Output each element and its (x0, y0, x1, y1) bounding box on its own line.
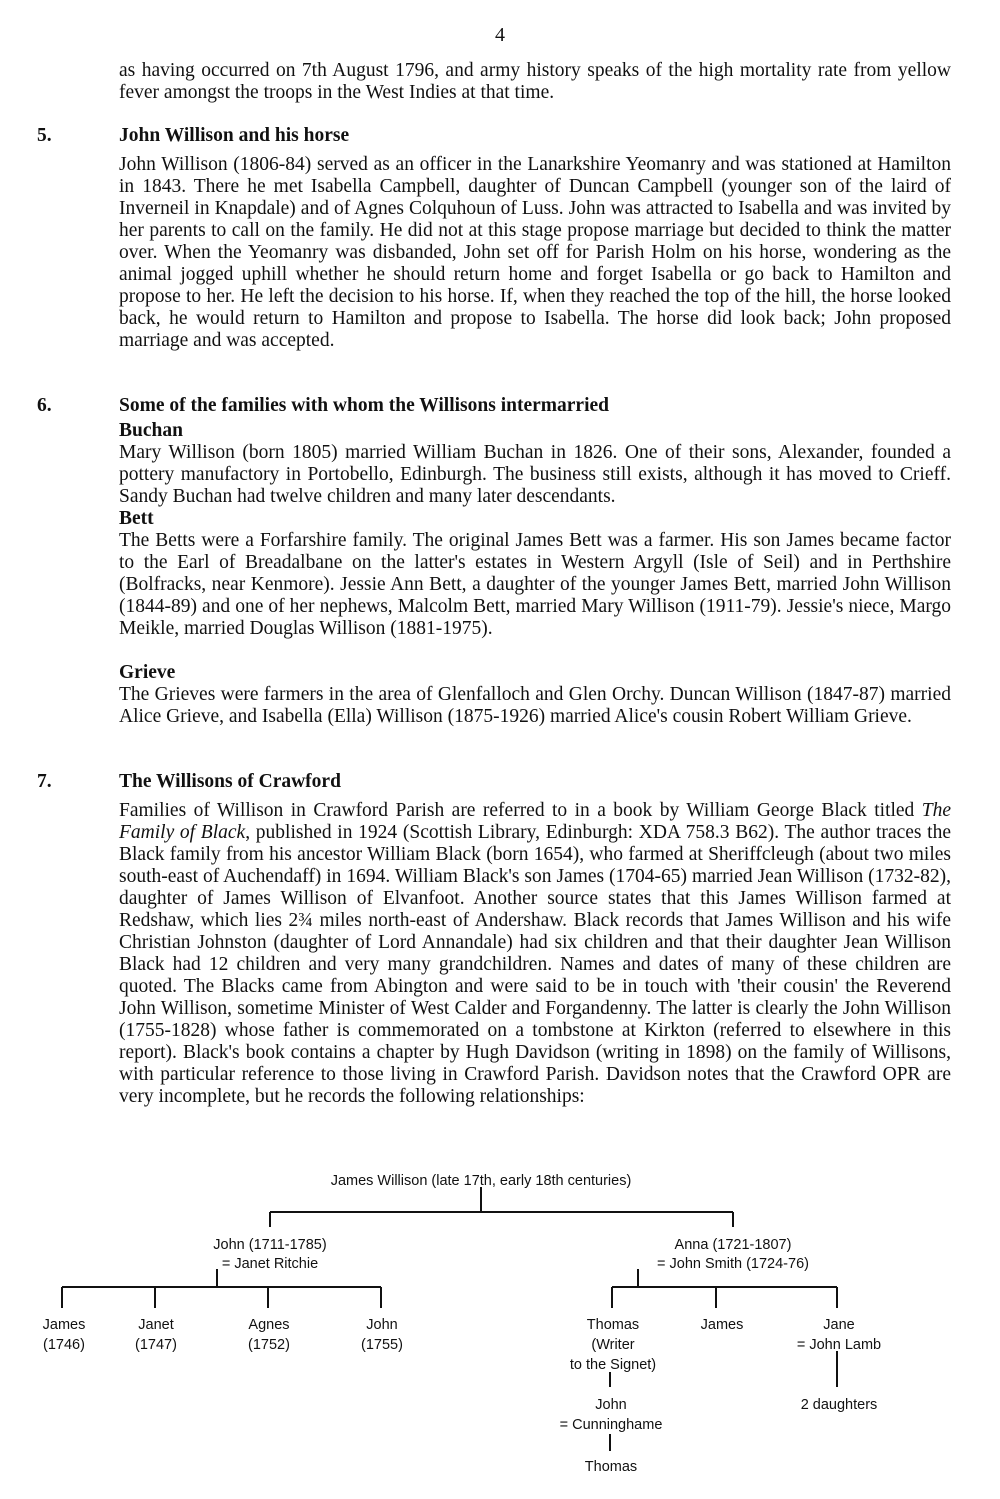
section-5-heading: John Willison and his horse (119, 125, 350, 146)
tree-child-agnes (248, 1315, 290, 1355)
tree-john-name: John (595, 1397, 627, 1413)
tree-child-name: Janet (138, 1317, 174, 1333)
tree-child-year: (1747) (135, 1337, 177, 1353)
tree-child-john (361, 1315, 403, 1355)
section-7-number: 7. (37, 771, 52, 792)
section-7-body (119, 800, 951, 1108)
buchan-subheading: Buchan (119, 420, 183, 441)
tree-anna-spouse: = John Smith (1724-76) (657, 1256, 809, 1272)
grieve-paragraph: The Grieves were farmers in the area of Glenfalloch and Glen Orchy. Duncan Willison (1847-87) married Alice Grieve, and Isabella (Ella) Willison (1875-1926) married Alice's cousin Robert William Grieve. (119, 684, 951, 727)
tree-john-spouse-cunninghame: = Cunninghame (559, 1417, 663, 1433)
tree-jane (797, 1315, 881, 1355)
section-6-number: 6. (37, 395, 52, 416)
tree-john-spouse: = Janet Ritchie (221, 1256, 319, 1272)
section-7-heading: The Willisons of Crawford (119, 771, 341, 792)
section-5-number: 5. (37, 125, 52, 146)
tree-child-year: (1746) (43, 1337, 85, 1353)
tree-child-james (43, 1315, 86, 1355)
book-title: The Family of Black (119, 800, 951, 843)
grieve-subheading: Grieve (119, 662, 176, 683)
section-5-body: John Willison (1806-84) served as an officer in the Lanarkshire Yeomanry and was stationed at Hamilton in 1843. There he met Isabella Campbell, daughter of Duncan Campbell (younger son of the laird of Inverneil in Knapdale) and of Agnes Colquhoun of Luss. John was attracted to Isabella and was invited by her parents to call on the family. He did not at this stage propose marriage but decided to think the matter over. When the Yeomanry was disbanded, John set off for Parish Holm on his horse, wondering as the animal jogged uphill whether he should return home and forget Isabella or go back to Hamilton and propose to her. He left the decision to his horse. If, when they reached the top of the hill, the horse looked back, he would return to Hamilton and propose to Isabella. The horse did look back; John proposed marriage and was accepted. (119, 154, 951, 351)
tree-jane-spouse: = John Lamb (796, 1337, 882, 1353)
tree-jane-name: Jane (823, 1317, 855, 1333)
tree-john-1711: John (1711-1785) (213, 1237, 327, 1253)
intro-paragraph: as having occurred on 7th August 1796, and army history speaks of the high mortality rate from yellow fever amongst the troops in the West Indies at that time. (119, 60, 951, 103)
tree-james-smith: James (700, 1317, 744, 1333)
tree-child-name: John (366, 1317, 398, 1333)
tree-john-cunninghame (560, 1395, 663, 1435)
tree-child-name: Agnes (248, 1317, 290, 1333)
section-7-body-part-2: , published in 1924 (Scottish Library, Edinburgh: XDA 758.3 B62). The author traces the Black family from his ancestor William Black (born 1654), who farmed at Sheriffcleugh (about two miles south-east of Auchendaff) in 1694. William Black's son James (1704-65) married Jean Willison (1732-82), daughter of James Willison of Elvanfoot. Another source states that this James Willison farmed at Redshaw, which lies 2¾ miles north-east of Andershaw. Black records that James Willison and his wife Christian Johnston (daughter of Lord Annandale) had six children and that their daughter Jean Willison Black had 12 children and very many grandchildren. Names and dates of many of these children are quoted. The Blacks came from Abington and were said to be in touch with 'their cousin' the Reverend John Willison, sometime Minister of West Calder and Forgandenny. The latter is clearly the John Willison (1755-1828) whose father is commemorated on a tombstone at Kirkton (referred to elsewhere in this report). Black's book contains a chapter by Hugh Davidson (writing in 1898) on the family of Willisons, with particular reference to those living in Crawford Parish. Davidson notes that the Crawford OPR are very incomplete, but he records the following relationships: (119, 822, 951, 1107)
section-7-body-part-1: Families of Willison in Crawford Parish are referred to in a book by William George Black titled (119, 800, 922, 821)
tree-thomas-name: Thomas (586, 1317, 640, 1333)
buchan-paragraph: Mary Willison (born 1805) married William Buchan in 1826. One of their sons, Alexander, founded a pottery manufactory in Portobello, Edinburgh. The business still exists, although it has moved to Crieff. Sandy Buchan had twelve children and many later descendants. (119, 442, 951, 507)
tree-child-year: (1752) (248, 1337, 290, 1353)
tree-anna-1721: Anna (1721-1807) (674, 1237, 792, 1253)
bett-subheading: Bett (119, 508, 154, 529)
section-6-heading: Some of the families with whom the Willisons intermarried (119, 395, 609, 416)
tree-child-year: (1755) (361, 1337, 403, 1353)
tree-thomas-occupation-2: to the Signet) (569, 1357, 657, 1373)
tree-thomas (570, 1315, 656, 1375)
tree-root: James Willison (late 17th, early 18th centuries) (330, 1173, 632, 1189)
family-tree (0, 1165, 1000, 1495)
tree-child-name: James (42, 1317, 86, 1333)
page-number: 4 (495, 24, 505, 46)
tree-two-daughters: 2 daughters (800, 1397, 878, 1413)
tree-child-janet (135, 1315, 177, 1355)
tree-thomas-grandchild: Thomas (584, 1459, 638, 1475)
tree-thomas-occupation-1: (Writer (591, 1337, 635, 1353)
bett-paragraph: The Betts were a Forfarshire family. The original James Bett was a farmer. His son James became factor to the Earl of Breadalbane on the latter's estates in Western Argyll (Isle of Seil) and in Perthshire (Bolfracks, near Kenmore). Jessie Ann Bett, a daughter of the younger James Bett, married John Willison (1844-89) and one of her nephews, Malcolm Bett, married Mary Willison (1911-79). Jessie's niece, Margo Meikle, married Douglas Willison (1881-1975). (119, 530, 951, 639)
